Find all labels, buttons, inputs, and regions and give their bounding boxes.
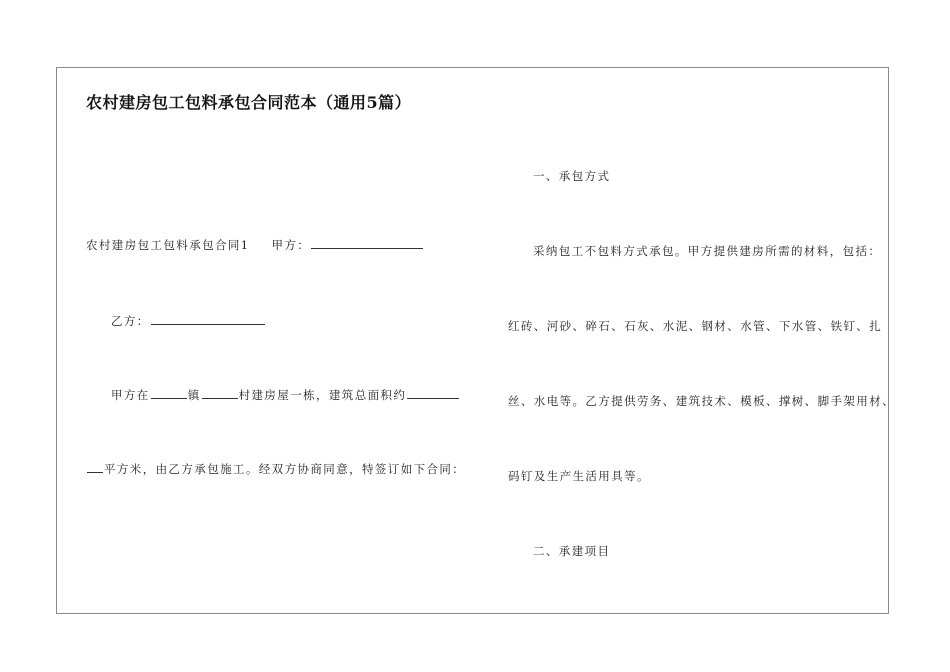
party-b-line (111, 313, 266, 328)
town-blank (151, 387, 187, 399)
area-blank-continued (87, 461, 103, 473)
paragraph-1 (111, 387, 460, 402)
party-a-blank (311, 237, 423, 249)
section-1-line-1: 采纳包工不包料方式承包。甲方提供建房所需的材料，包括： (533, 244, 882, 258)
para2-text: 平方米，由乙方承包施工。经双方协商同意，特签订如下合同： (104, 462, 466, 476)
paragraph-2 (86, 461, 465, 476)
para1-town: 镇 (187, 388, 201, 402)
section-1-heading: 一、承包方式 (533, 169, 611, 183)
party-a-label: 甲方： (271, 238, 311, 252)
village-blank (202, 387, 238, 399)
section-1-line-2: 红砖、河砂、碎石、石灰、水泥、钢材、水管、下水管、铁钉、扎 (508, 319, 883, 333)
page-frame (56, 67, 889, 614)
section-1-line-4: 码钉及生产生活用具等。 (508, 469, 650, 483)
party-b-blank (151, 313, 265, 325)
document-title: 农村建房包工包料承包合同范本（通用5篇） (86, 93, 412, 112)
contract-heading-line (86, 237, 424, 252)
para1-prefix: 甲方在 (111, 388, 150, 402)
section-2-heading: 二、承建项目 (533, 544, 611, 558)
party-b-label: 乙方： (111, 314, 150, 328)
para1-village: 村建房屋一栋，建筑总面积约 (238, 388, 407, 402)
contract-heading: 农村建房包工包料承包合同1 (86, 238, 250, 252)
area-blank (407, 387, 459, 399)
section-1-line-3: 丝、水电等。乙方提供劳务、建筑技术、模板、撑树、脚手架用材、 (508, 394, 895, 408)
